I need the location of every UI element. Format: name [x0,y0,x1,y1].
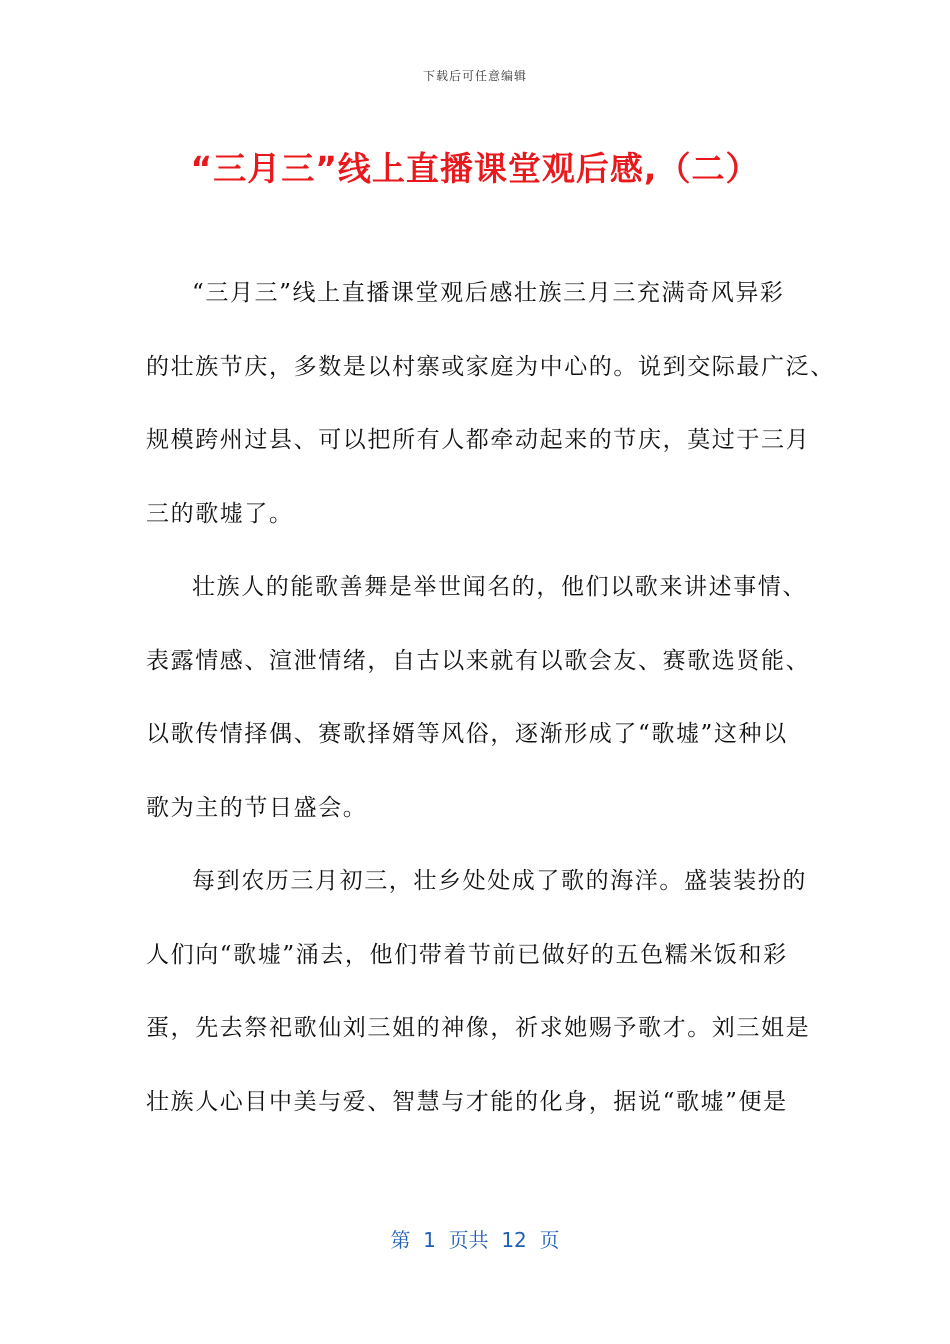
document-title: “三月三”线上直播课堂观后感,（二） [190,149,760,188]
paragraph-2-line-1: 壮族人的能歌善舞是举世闻名的，他们以歌来讲述事情、 [192,574,807,600]
document-body [146,265,835,1147]
paragraph-3-line-3: 蛋，先去祭祀歌仙刘三姐的神像，祈求她赐予歌才。刘三姐是 [146,1015,811,1041]
page-number-footer: 第 1 页共 12 页 [390,1228,560,1252]
paragraph-1-line-2: 的壮族节庆，多数是以村寨或家庭为中心的。说到交际最广泛、 [146,353,835,380]
paragraph-2-line-3: 以歌传情择偶、赛歌择婿等风俗，逐渐形成了“歌墟”这种以 [146,721,788,747]
paragraph-2-line-4: 歌为主的节日盛会。 [146,794,368,821]
paragraph-3-line-2: 人们向“歌墟”涌去，他们带着节前已做好的五色糯米饭和彩 [146,941,788,968]
paragraph-1-line-3: 规模跨州过县、可以把所有人都牵动起来的节庆，莫过于三月 [146,427,811,453]
paragraph-1-line-1: “三月三”线上直播课堂观后感壮族三月三充满奇风异彩 [192,280,785,306]
header-note: 下载后可任意编辑 [422,69,527,83]
paragraph-3-line-1: 每到农历三月初三，壮乡处处成了歌的海洋。盛装装扮的 [192,868,807,894]
paragraph-1-line-4: 三的歌墟了。 [146,500,294,527]
paragraph-2-line-2: 表露情感、渲泄情绪，自古以来就有以歌会友、赛歌选贤能、 [146,647,811,674]
paragraph-3-line-4: 壮族人心目中美与爱、智慧与才能的化身，据说“歌墟”便是 [146,1088,788,1115]
